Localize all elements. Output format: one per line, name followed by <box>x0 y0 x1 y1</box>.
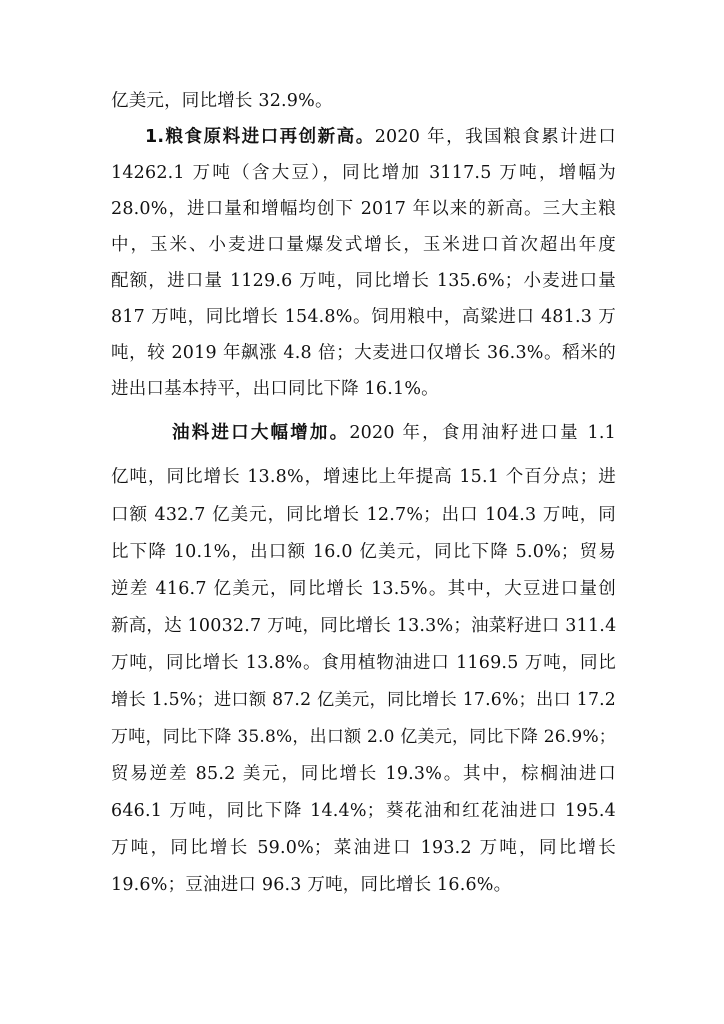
paragraph-oilseed-line: 万吨，同比下降 35.8%，出口额 2.0 亿美元，同比下降 26.9%； <box>111 727 616 747</box>
paragraph-grain-first-line <box>145 120 616 154</box>
paragraph-grain-line: 配额，进口量 1129.6 万吨，同比增长 135.6%；小麦进口量 <box>111 271 616 291</box>
paragraph-oilseed-line: 增长 1.5%；进口额 87.2 亿美元，同比增长 17.6%；出口 17.2 <box>111 690 616 710</box>
paragraph-oilseed-line: 万吨，同比增长 13.8%。食用植物油进口 1169.5 万吨，同比 <box>111 653 616 673</box>
paragraph-grain-line: 817 万吨，同比增长 154.8%。饲用粮中，高粱进口 481.3 万 <box>111 307 616 327</box>
paragraph-grain-line: 吨，较 2019 年飙涨 4.8 倍；大麦进口仅增长 36.3%。稻米的 <box>111 343 616 363</box>
paragraph-grain-line: 进出口基本持平，出口同比下降 16.1%。 <box>111 379 439 399</box>
paragraph-oilseed-line: 万吨，同比增长 59.0%；菜油进口 193.2 万吨，同比增长 <box>111 838 616 858</box>
paragraph-grain-line: 28.0%，进口量和增幅均创下 2017 年以来的新高。三大主粮 <box>111 199 616 219</box>
paragraph-oilseed-line: 比下降 10.1%，出口额 16.0 亿美元，同比下降 5.0%；贸易 <box>111 542 616 562</box>
paragraph-oilseed-line: 亿吨，同比增长 13.8%，增速比上年提高 15.1 个百分点；进 <box>111 467 616 487</box>
paragraph-grain-line: 中，玉米、小麦进口量爆发式增长，玉米进口首次超出年度 <box>111 235 616 255</box>
paragraph-oilseed-line: 贸易逆差 85.2 美元，同比增长 19.3%。其中，棕榈油进口 <box>111 764 616 784</box>
paragraph-oilseed-line: 口额 432.7 亿美元，同比增长 12.7%；出口 104.3 万吨，同 <box>111 505 616 525</box>
paragraph-oilseed-line: 新高，达 10032.7 万吨，同比增长 13.3%；油菜籽进口 311.4 <box>111 616 617 636</box>
oilseed-heading: 油料进口大幅增加。 <box>172 423 350 443</box>
paragraph-oilseed-line: 19.6%；豆油进口 96.3 万吨，同比增长 16.6%。 <box>111 875 512 895</box>
paragraph-grain-line: 14262.1 万吨（含大豆），同比增加 3117.5 万吨，增幅为 <box>111 163 616 183</box>
oilseed-first-line-text: 2020 年，食用油籽进口量 1.1 <box>349 423 616 443</box>
paragraph-oilseed-first-line <box>172 416 616 450</box>
grain-heading: 1.粮食原料进口再创新高。 <box>145 127 375 147</box>
paragraph-continuation-line: 亿美元，同比增长 32.9%。 <box>111 91 333 111</box>
paragraph-oilseed-line: 646.1 万吨，同比下降 14.4%；葵花油和红花油进口 195.4 <box>111 801 616 821</box>
grain-first-line-text: 2020 年，我国粮食累计进口 <box>374 127 616 147</box>
paragraph-oilseed-line: 逆差 416.7 亿美元，同比增长 13.5%。其中，大豆进口量创 <box>111 579 616 599</box>
